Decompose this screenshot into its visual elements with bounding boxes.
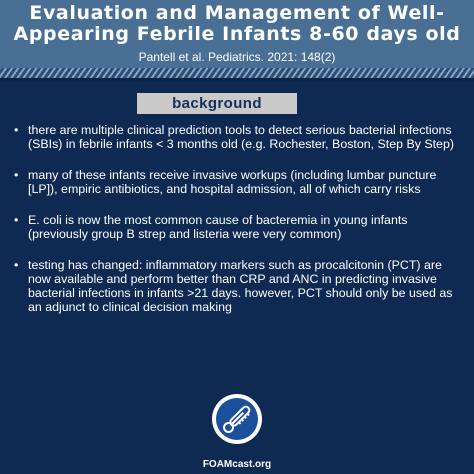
- bullet-marker: •: [14, 123, 19, 137]
- bullet-text: many of these infants receive invasive workups (including lumbar puncture [LP]), empiric antibiotics, and hospital admission, all of which carry risks: [28, 168, 437, 196]
- logo-circle: [216, 398, 258, 440]
- citation: Pantell et al. Pediatrics. 2021: 148(2): [138, 50, 336, 64]
- bullet-text: E. coli is now the most common cause of bacteremia in young infants (previously group B strep and listeria were very common): [28, 213, 408, 241]
- striped-divider: [0, 68, 474, 78]
- divider-shadow: [0, 78, 474, 82]
- bullet-list: [14, 123, 466, 331]
- thermometer-icon: [216, 398, 258, 440]
- bullet-item: [14, 168, 466, 196]
- header-banner: [0, 0, 474, 68]
- section-label-text: background: [172, 95, 262, 112]
- bullet-marker: •: [14, 213, 19, 227]
- bullet-text: there are multiple clinical prediction tools to detect serious bacterial infections (SBIs) in febrile infants < 3 months old (e.g. Rochester, Boston, Step By Step): [28, 123, 454, 151]
- bullet-item: [14, 258, 466, 314]
- bullet-marker: •: [14, 258, 19, 272]
- bullet-marker: •: [14, 168, 19, 182]
- title-line-2: Appearing Febrile Infants 8-60 days old: [13, 23, 461, 45]
- bullet-item: [14, 213, 466, 241]
- bullet-text: testing has changed: inflammatory markers such as procalcitonin (PCT) are now available and perform better than CRP and ANC in predicting invasive bacterial infections in infants >21 days. however, PCT should only be used as an adjunct to clinical decision making: [28, 258, 453, 314]
- foamcast-logo: [212, 394, 262, 444]
- bullet-item: [14, 123, 466, 151]
- page-title: [0, 3, 474, 45]
- section-label: [137, 93, 297, 114]
- footer-url: FOAMcast.org: [202, 459, 272, 470]
- title-line-1: Evaluation and Management of Well-: [29, 2, 445, 24]
